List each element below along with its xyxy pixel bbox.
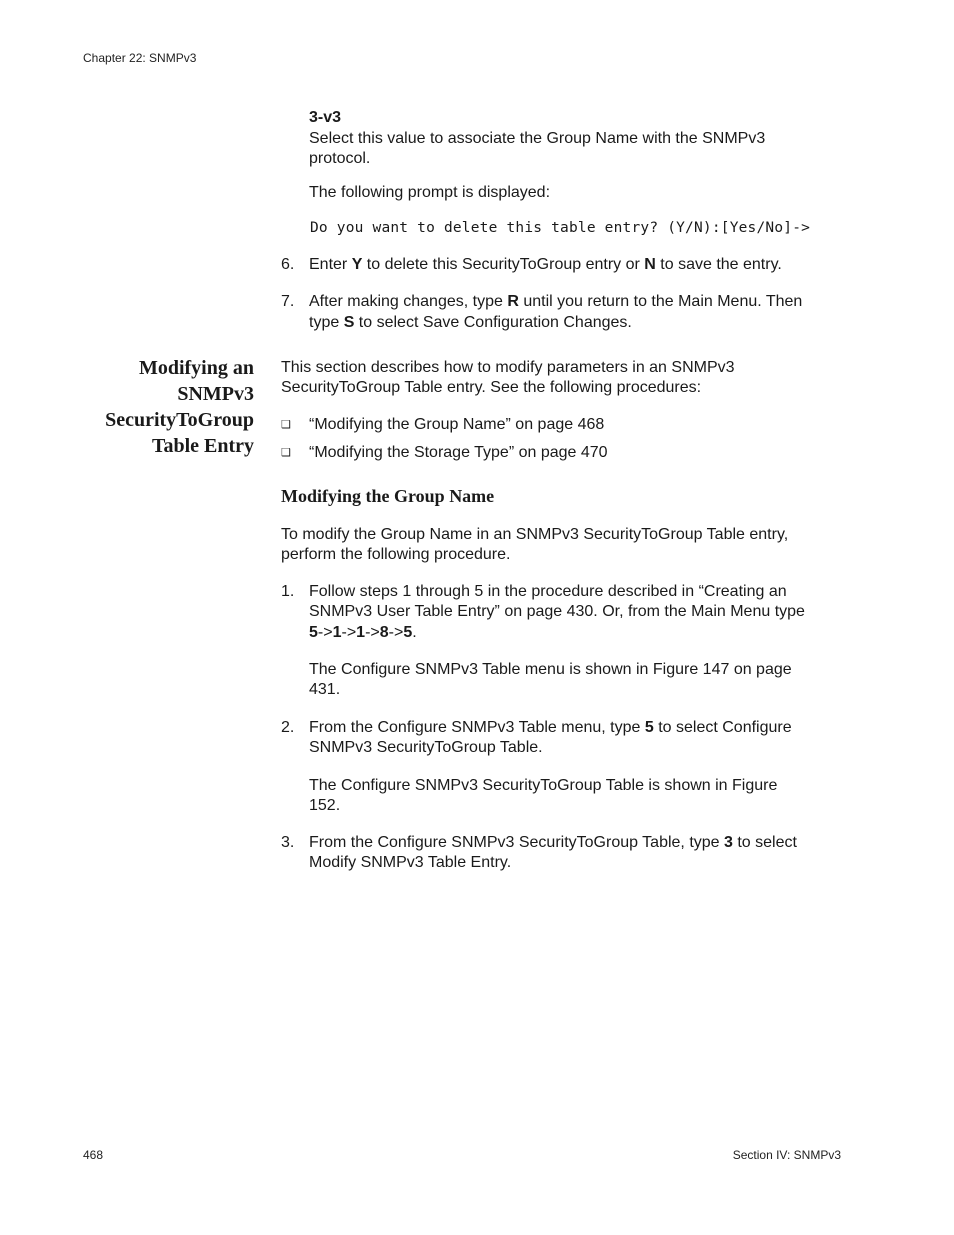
subheading: Modifying the Group Name [281,486,495,506]
step1-menu-sequence: 5->1->1->8->5. [309,624,417,641]
step2-line2: SNMPv3 SecurityToGroup Table. [309,739,543,756]
sub-intro-line1: To modify the Group Name in an SNMPv3 SecurityToGroup Table entry, [281,526,789,543]
step7-number: 7. [281,293,295,310]
section-intro-line1: This section describes how to modify parameters in an SNMPv3 [281,359,735,376]
step3-line2: Modify SNMPv3 Table Entry. [309,854,512,871]
step1-note-line1: The Configure SNMPv3 Table menu is shown in Figure 147 on page [309,661,792,678]
step1-line1: Follow steps 1 through 5 in the procedure described in “Creating an [309,583,787,600]
step6-number: 6. [281,256,295,273]
bullet-link-group-name[interactable]: “Modifying the Group Name” on page 468 [309,416,605,433]
option-label: 3-v3 [309,109,342,126]
section-footer: Section IV: SNMPv3 [732,1148,841,1162]
bullet-link-storage-type[interactable]: “Modifying the Storage Type” on page 470 [309,444,608,461]
section-intro-line2: SecurityToGroup Table entry. See the following procedures: [281,379,702,396]
side-heading: Modifying an SNMPv3 SecurityToGroup Table Entry [105,357,254,457]
step6-text: Enter Y to delete this SecurityToGroup entry or N to save the entry. [309,256,782,273]
step2-number: 2. [281,719,295,736]
prompt-code: Do you want to delete this table entry? (Y/N):[Yes/No]-> [310,220,811,236]
option-description-line1: Select this value to associate the Group Name with the SNMPv3 [309,130,766,147]
checkbox-bullet-icon: ❑ [281,447,291,459]
step1-note-line2: 431. [309,681,341,698]
chapter-header: Chapter 22: SNMPv3 [83,51,197,65]
step2-line1: From the Configure SNMPv3 Table menu, type 5 to select Configure [309,719,792,736]
step1-line2: SNMPv3 User Table Entry” on page 430. Or, from the Main Menu type [309,603,805,620]
page-number: 468 [83,1148,104,1162]
checkbox-bullet-icon: ❑ [281,419,291,431]
step1-number: 1. [281,583,295,600]
step7-line2: type S to select Save Configuration Changes. [309,314,632,331]
step2-note-line2: 152. [309,797,341,814]
step3-line1: From the Configure SNMPv3 SecurityToGroup Table, type 3 to select [309,834,797,851]
step3-number: 3. [281,834,295,851]
sub-intro-line2: perform the following procedure. [281,546,511,563]
step2-note-line1: The Configure SNMPv3 SecurityToGroup Table is shown in Figure [309,777,778,794]
option-description-line2: protocol. [309,150,371,167]
prompt-intro: The following prompt is displayed: [309,184,551,201]
step7-line1: After making changes, type R until you return to the Main Menu. Then [309,293,803,310]
